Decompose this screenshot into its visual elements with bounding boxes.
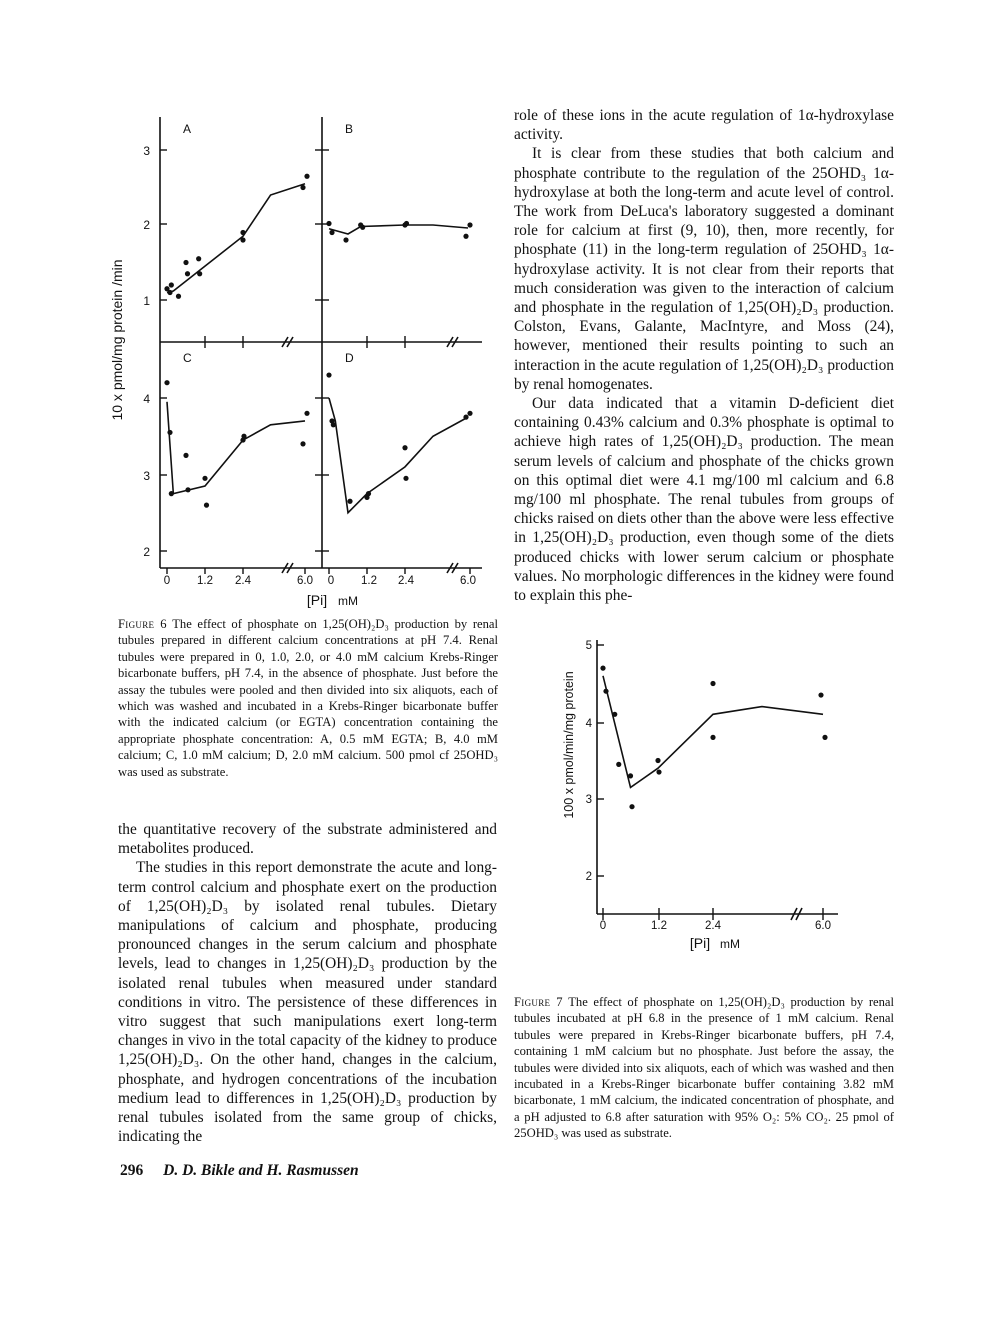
fig6-caption-label: Figure 6: [118, 617, 167, 631]
fig6-ytick-2b: 2: [143, 545, 150, 559]
fig7-plot: [600, 666, 827, 810]
fig6-panel-a-label: A: [183, 122, 192, 136]
fig6-xtick-right-3: 6.0: [460, 575, 476, 587]
data-point: [818, 692, 823, 697]
fig6-caption-text: The effect of phosphate on 1,25(OH)₂D₃ production by renal tubules prepared in different calcium concentrations at pH 7.4. Renal tubules were prepared in 0, 1.0, 2.0, or 4.0 mM calcium Krebs-Ringer bicarbonate buffers, pH 7.4, in the absence of phosphate. Just before the assay the tubules were pooled and then divided into six aliquots, each of which was washed and incubated in a Krebs-Ringer bicarbonate buffer with the indicated calcium (or EGTA) concentration containing the appropriate phosphate concentration: A, 0.5 mM EGTA; B, 4.0 mM calcium; C, 1.0 mM calcium; D, 2.0 mM calcium. 500 pmol cf 25OHD₃ was used as substrate.: [118, 617, 499, 779]
fig6-xtick-left-0: 0: [163, 575, 171, 587]
fig7-xtick-1: 1.2: [651, 920, 667, 932]
left-paragraph-2: The studies in this report demonstrate the acute and long-term control calcium and phosphate exert on the production of 1,25(OH)₂D₃ by isolated renal tubules. Dietary manipulations of calcium and phosphate, producing pronounced changes in the serum calcium and phosphate levels, lead to changes in 1,25(OH)₂D₃ production by the isolated renal tubules when measured under standard conditions in vitro. The persistence of these differences in vitro suggest that such manipulations exert long-term changes in vivo in the total capacity of the kidney to produce 1,25(OH)₂D₃. On the other hand, changes in the calcium, phosphate, and hydrogen concentrations of the incubation medium lead to differences in 1,25(OH)₂D₃ production by renal tubules isolated from the same group of chicks, indicating the: [118, 859, 497, 1146]
page-footer: [120, 1162, 359, 1180]
fig6-ylabel: 10 x pmol/mg protein /min: [109, 259, 125, 421]
fig6-panel-d-label: D: [345, 351, 354, 365]
fig7-ylabel: 100 x pmol/min/mg protein: [562, 671, 576, 819]
fit-curve: [603, 676, 823, 788]
fig6-xtick-right-2: 2.4: [398, 575, 414, 587]
fig7-ytick-2: 2: [585, 871, 592, 883]
data-point: [710, 681, 715, 686]
fig7-xtick-2: 2.4: [705, 920, 721, 932]
data-point: [655, 758, 660, 763]
fig6-panel-b-label: B: [345, 122, 354, 136]
fig6-xtick-left-3: 6.0: [297, 575, 313, 587]
left-paragraph-1: the quantitative recovery of the substrate administered and metabolites produced.: [118, 821, 497, 858]
data-point: [616, 762, 621, 767]
fig7-caption-label: Figure 7: [514, 995, 563, 1009]
fig6-ytick-2: 2: [143, 218, 150, 232]
data-point: [628, 773, 633, 778]
fig6-xtick-right-0: 0: [327, 575, 335, 587]
fig7-yticks: [586, 640, 604, 883]
data-point: [600, 666, 605, 671]
fig6-xlabel-unit: mM: [338, 594, 358, 608]
fig6-xtick-right-1: 1.2: [361, 575, 377, 587]
fig6-xtick-left-1: 1.2: [197, 575, 213, 587]
right-paragraph-1: role of these ions in the acute regulation of 1α-hydroxylase activity.: [514, 107, 894, 144]
page-number: 296: [120, 1162, 144, 1179]
fig7-xlabel-sym: [Pi]: [689, 935, 711, 951]
fig6-ytick-4: 4: [143, 392, 150, 406]
fig6-xlabel-sym: [Pi]: [306, 592, 328, 608]
fig7-ytick-5: 5: [585, 640, 592, 652]
fig7-ytick-4: 4: [585, 718, 592, 730]
footer-authors: D. D. Bikle and H. Rasmussen: [163, 1162, 359, 1179]
fig7-xtick-3: 6.0: [815, 920, 831, 932]
right-paragraph-3: Our data indicated that a vitamin D-deficient diet containing 0.43% calcium and 0.3% phosphate is optimal to achieve high rates of 1,25(OH)₂D₃ production. The mean serum levels of calcium and phosphate of the chicks grown on this optimal diet were 4.1 mg/100 ml calcium and 6.8 mg/100 ml phosphate. The renal tubules from groups of chicks raised on diets other than the above were less effective in 1,25(OH)₂D₃ production, even though some of the diets produced chicks with lower serum calcium or phosphate values. No morphologic differences in the kidney were found to explain this phe-: [514, 395, 894, 605]
fig6-panel-c-label: C: [183, 351, 192, 365]
fig6-ytick-1: 1: [143, 294, 150, 308]
data-point: [603, 689, 608, 694]
data-point: [612, 712, 617, 717]
fig6-ytick-3b: 3: [143, 469, 150, 483]
fig7-xtick-0: 0: [599, 920, 607, 932]
fig6-ytick-3: 3: [143, 144, 150, 158]
right-paragraph-2: It is clear from these studies that both calcium and phosphate contribute to the regulation of the 25OHD₃ 1α-hydroxylase at both the long-term and acute level of control. The work from DeLuca's laboratory suggested a dominant role for calcium at first (9, 10), then, more recently, for phosphate (11) in the long-term regulation of 25OHD₃ 1α-hydroxylase activity. It is not clear from their reports that much consideration was given to the interaction of calcium and phosphate in the regulation of 1,25(OH)₂D₃ production. Colston, Evans, Galante, MacIntyre, and Moss (24), however, mentioned their results pointing to such an interaction in the acute regulation of 1,25(OH)₂D₃ production by renal homogenates.: [514, 145, 894, 393]
fig7-caption: [514, 994, 894, 1142]
fig7-xticks: [600, 908, 831, 932]
fig7-caption-text: The effect of phosphate on 1,25(OH)₂D₃ production by renal tubules incubated at pH 6.8 in the presence of 1 mM calcium. Renal tubules were prepared in Krebs-Ringer bicarbonate buffers, pH 7.4, containing 1 mM calcium but no phosphate. Just before the assay, the tubules were divided into six aliquots, each of which was washed and then incubated in a Krebs-Ringer bicarbonate buffer containing 3.82 mM bicarbonate, 1 mM calcium, the indicated concentration of phosphate, and a pH adjusted to 6.8 after saturation with 95% O₂: 5% CO₂. 25 pmol of 25OHD₃ was used as substrate.: [514, 995, 895, 1141]
fig7-ytick-3: 3: [585, 794, 592, 806]
fig7-xlabel-unit: mM: [720, 937, 740, 951]
data-point: [710, 735, 715, 740]
data-point: [656, 769, 661, 774]
fig6-xtick-left-2: 2.4: [235, 575, 251, 587]
data-point: [822, 735, 827, 740]
data-point: [629, 804, 634, 809]
